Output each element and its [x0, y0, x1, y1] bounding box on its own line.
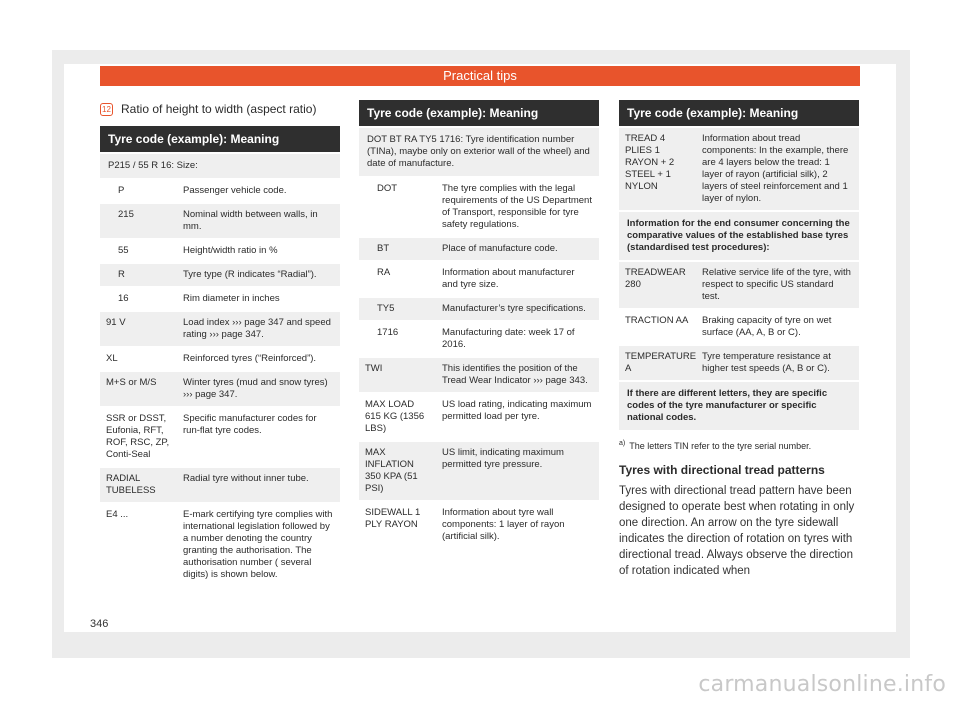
row-code: 91 V [106, 317, 126, 328]
row-meaning: Radial tyre without inner tube. [183, 473, 309, 484]
size-label: P215 / 55 R 16: Size: [100, 152, 340, 178]
consumer-info: Information for the end consumer concerning the comparative values of the established base tyres (standardised test procedures): [619, 210, 859, 260]
table-row [100, 502, 340, 586]
row-code: MAX LOAD 615 KG (1356 LBS) [365, 399, 425, 434]
row-code: 215 [118, 209, 134, 220]
row-meaning: Nominal width between walls, in mm. [183, 209, 318, 232]
letters-note: If there are different letters, they are specific codes of the tyre manufacturer or specific national codes. [619, 380, 859, 430]
row-meaning: Information about tread components: In the example, there are 4 layers below the tread: 1 layer of rayon (artificial silk), 2 layers of steel reinforcement and 1 layer of nylon. [702, 133, 849, 204]
table-row [619, 126, 859, 210]
row-code: TREADWEAR 280 [625, 267, 686, 290]
table-row [359, 176, 599, 236]
table-row [100, 310, 340, 346]
row-code: M+S or M/S [106, 377, 157, 388]
aspect-ratio-heading [100, 100, 340, 118]
row-meaning: Information about tyre wall components: 1 layer of rayon (artificial silk). [442, 507, 565, 542]
row-meaning: Tyre type (R indicates “Radial”). [183, 269, 317, 280]
table-row [100, 346, 340, 370]
section-header: Practical tips [100, 66, 860, 86]
row-meaning: US limit, indicating maximum permitted tyre pressure. [442, 447, 564, 470]
table-row [100, 238, 340, 262]
row-meaning: Information about manufacturer and tyre size. [442, 267, 575, 290]
row-meaning: Load index ››› page 347 and speed rating ››› page 347. [183, 317, 331, 340]
footnote-mark: a) [619, 440, 626, 447]
row-code: P [118, 185, 125, 196]
row-meaning: Braking capacity of tyre on wet surface (AA, A, B or C). [702, 315, 832, 338]
row-meaning: Reinforced tyres (“Reinforced”). [183, 353, 317, 364]
table-row [359, 260, 599, 296]
row-meaning: Place of manufacture code. [442, 243, 558, 254]
row-meaning: Tyre temperature resistance at higher test speeds (A, B or C). [702, 351, 831, 374]
row-meaning: US load rating, indicating maximum permitted load per tyre. [442, 399, 592, 422]
footnote-text: The letters TIN refer to the tyre serial number. [629, 441, 812, 451]
table-row [619, 344, 859, 380]
row-code: DOT [377, 183, 398, 194]
row-meaning: Winter tyres (mud and snow tyres) ››› page 347. [183, 377, 328, 400]
table-row [100, 202, 340, 238]
table-row [619, 308, 859, 344]
directional-tyres-heading: Tyres with directional tread patterns [619, 463, 825, 477]
table-row [359, 236, 599, 260]
row-code: TY5 [377, 303, 395, 314]
table-row [359, 500, 599, 548]
row-code: 1716 [377, 327, 399, 338]
row-code: XL [106, 353, 118, 364]
row-code: BT [377, 243, 390, 254]
watermark: carmanualsonline.info [698, 672, 946, 697]
table-row [100, 262, 340, 286]
row-code: RA [377, 267, 391, 278]
row-meaning: Manufacturer’s tyre specifications. [442, 303, 586, 314]
row-code: R [118, 269, 125, 280]
tin-intro: DOT BT RA TY5 1716: Tyre identification number (TINa), maybe only on exterior wall of the wheel) and date of manufacture. [359, 126, 599, 176]
row-code: MAX INFLATION 350 KPA (51 PSI) [365, 447, 418, 494]
heading-text: Ratio of height to width (aspect ratio) [121, 102, 317, 116]
row-meaning: Relative service life of the tyre, with respect to specific US standard test. [702, 267, 851, 302]
table-row [619, 260, 859, 308]
table-row [359, 440, 599, 500]
row-meaning: Manufacturing date: week 17 of 2016. [442, 327, 575, 350]
row-code: TWI [365, 363, 383, 374]
row-code: 55 [118, 245, 129, 256]
row-code: E4 ... [106, 509, 129, 520]
row-meaning: This identifies the position of the Tread Wear Indicator ››› page 343. [442, 363, 588, 386]
row-code: TREAD 4 PLIES 1 RAYON + 2 STEEL + 1 NYLON [625, 133, 675, 192]
row-meaning: E-mark certifying tyre complies with international legislation followed by a number denoting the country granting the authorisation. The authorisation number ( several digits) is shown below. [183, 509, 333, 580]
page-number: 346 [90, 618, 109, 630]
row-meaning: Passenger vehicle code. [183, 185, 287, 196]
column-3 [619, 100, 859, 579]
column-2 [359, 100, 599, 548]
row-code: SSR or DSST, Eufonia, RFT, ROF, RSC, ZP, Conti-Seal [106, 413, 170, 460]
table-row [100, 466, 340, 502]
table-row [100, 406, 340, 466]
footnote [619, 440, 859, 451]
table-row [359, 356, 599, 392]
number-badge: 12 [100, 103, 113, 116]
row-code: RADIAL TUBELESS [106, 473, 156, 496]
row-code: SIDEWALL 1 PLY RAYON [365, 507, 421, 530]
table-row [100, 286, 340, 310]
column-1 [100, 100, 340, 586]
row-meaning: Specific manufacturer codes for run-flat tyre codes. [183, 413, 317, 436]
row-meaning: Rim diameter in inches [183, 293, 280, 304]
table-row [359, 296, 599, 320]
directional-tyres-paragraph: Tyres with directional tread pattern have been designed to operate best when rotating in only one direction. An arrow on the tyre sidewall indicates the direction of rotation on tyres with directional tread. Always observe the direction of rotation indicated when [619, 485, 855, 577]
row-meaning: Height/width ratio in % [183, 245, 278, 256]
table-title: Tyre code (example): Meaning [100, 126, 340, 152]
table-row [359, 320, 599, 356]
row-meaning: The tyre complies with the legal requirements of the US Department of Transport, responsible for tyre safety regulations. [442, 183, 592, 230]
table-row [100, 178, 340, 202]
row-code: TRACTION AA [625, 315, 689, 326]
table-title: Tyre code (example): Meaning [619, 100, 859, 126]
row-code: TEMPERATURE A [625, 351, 697, 374]
table-row [359, 392, 599, 440]
table-row [100, 370, 340, 406]
row-code: 16 [118, 293, 129, 304]
table-title: Tyre code (example): Meaning [359, 100, 599, 126]
